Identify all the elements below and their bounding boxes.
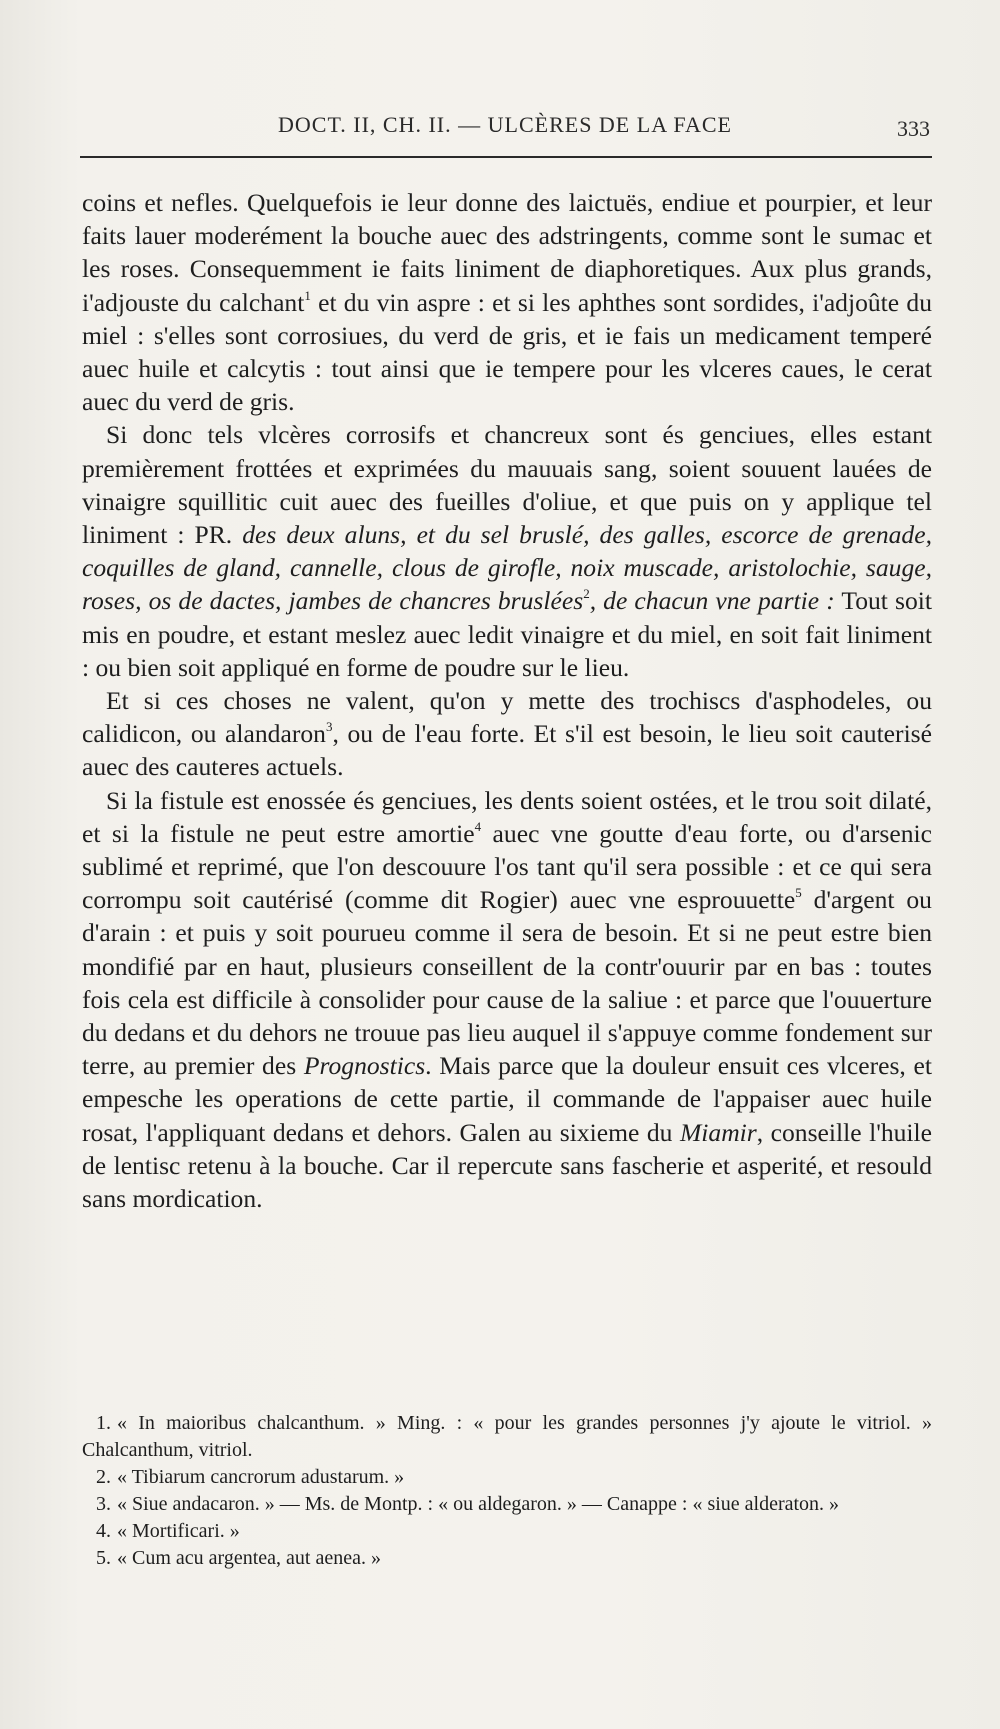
text-run: et du vin aspre : et si les aphthes sont sordides, i'adjoûte du miel : s'elles sont corrosiues, du verd de gris, et ie fais un medicament temperé auec huile et calcytis : tout ainsi que ie tempere pour les vlceres caues, le cerat auec du verd de gris. [82, 287, 932, 417]
paragraph-3 [82, 684, 932, 784]
footnote-4 [82, 1518, 932, 1545]
text-run: coins et nefles. Quelquefois ie leur donne des laictuës, endiue et pourpier, et leur faits lauer moderément la bouche auec des adstringents, comme sont le sumac et les roses. Consequemment ie faits liniment de diaphoretiques. Aux plus grands, i'adjouste du calchant [82, 188, 932, 317]
footnote-ref-2: 2 [583, 586, 590, 602]
footnote-text: « Cum acu argentea, aut aenea. » [117, 1547, 381, 1569]
footnote-number: 4. [96, 1520, 111, 1542]
footnote-text: « In maioribus chalcanthum. » Ming. : « pour les grandes personnes j'y ajoute le vitriol. » Chalcanthum, vitriol. [82, 1412, 932, 1461]
text-run: Tout soit mis en poudre, et estant meslez auec ledit vinaigre et du miel, en soit fait liniment : ou bien soit appliqué en forme de poudre sur le lieu. [82, 586, 932, 682]
footnote-text: « Mortificari. » [117, 1520, 240, 1542]
text-run: . Mais parce que la douleur ensuit ces vlceres, et empesche les operations de cette partie, il commande de l'appaiser auec huile rosat, l'appliquant dedans et dehors. Galen au sixieme du [82, 1051, 932, 1147]
italic-run: Prognostics [303, 1051, 426, 1081]
text-run: Si la fistule est enossée és genciues, les dents soient ostées, et le trou soit dilaté, et si la fistule ne peut estre amortie [82, 785, 932, 848]
page-number: 333 [897, 116, 930, 141]
footnote-number: 1. [96, 1412, 111, 1434]
footnote-ref-3: 3 [325, 719, 333, 735]
running-head: DOCT. II, CH. II. — ULCÈRES DE LA FACE [278, 112, 732, 137]
paragraph-1 [82, 186, 932, 418]
footnote-ref-1: 1 [304, 287, 311, 303]
text-run: , conseille l'huile de lentisc retenu à la bouche. Car il repercute sans fascherie et asperité, et resould sans mordication. [82, 1117, 932, 1214]
main-text [82, 186, 932, 1215]
page-header [80, 112, 930, 148]
text-run: d'argent ou d'arain : et puis y soit pourueu comme il sera de besoin. Et si ne peut estre bien mondifié par en haut, plusieurs conseillent de la contr'ouurir par en bas : toutes fois cela est difficile à consolider pour cause de la saliue : et parce que l'ouuerture du dedans et du dehors ne trouue pas lieu auquel il s'appuye comme fondement sur terre, au premier des [82, 885, 932, 1081]
footnote-text: « Tibiarum cancrorum adustarum. » [117, 1466, 405, 1488]
footnote-number: 5. [96, 1547, 111, 1569]
footnote-2 [82, 1464, 932, 1491]
paragraph-2 [82, 418, 932, 684]
footnote-text: « Siue andacaron. » — Ms. de Montp. : « ou aldegaron. » — Canappe : « siue alderaton. » [117, 1493, 840, 1515]
footnote-ref-4: 4 [474, 818, 482, 834]
header-rule [80, 156, 932, 158]
text-run: auec vne goutte d'eau forte, ou d'arsenic sublimé et reprimé, que l'on descouure l'os tant qu'il sera possible : et ce qui sera corrompu soit cautérisé (comme dit Rogier) auec vne esprouuette [82, 818, 932, 915]
text-run: , ou de l'eau forte. Et s'il est besoin, le lieu soit cauterisé auec des cauteres actuels. [82, 719, 932, 782]
footnote-5 [82, 1545, 932, 1572]
italic-run: , de chacun vne partie : [589, 586, 835, 616]
text-run: Si donc tels vlcères corrosifs et chancreux sont és genciues, elles estant premièrement frottées et exprimées du mauuais sang, soient souuent lauées de vinaigre squillitic cuit auec des fueilles d'oliue, et que puis on y applique tel liniment : PR. [82, 420, 932, 550]
footnote-ref-5: 5 [795, 885, 802, 901]
footnote-1 [82, 1410, 932, 1464]
italic-run: Miamir [679, 1117, 757, 1147]
footnote-number: 3. [96, 1493, 111, 1515]
italic-run: des deux aluns, et du sel bruslé, des galles, escorce de grenade, coquilles de gland, cannelle, clous de girofle, noix muscade, aristolochie, sauge, roses, os de dactes, jambes de chancres bruslées [82, 520, 932, 616]
footnote-number: 2. [96, 1466, 111, 1488]
footnotes [82, 1410, 932, 1572]
footnote-3 [82, 1491, 932, 1518]
paragraph-4 [82, 784, 932, 1216]
text-run: Et si ces choses ne valent, qu'on y mette des trochiscs d'asphodeles, ou calidicon, ou alandaron [82, 686, 932, 749]
